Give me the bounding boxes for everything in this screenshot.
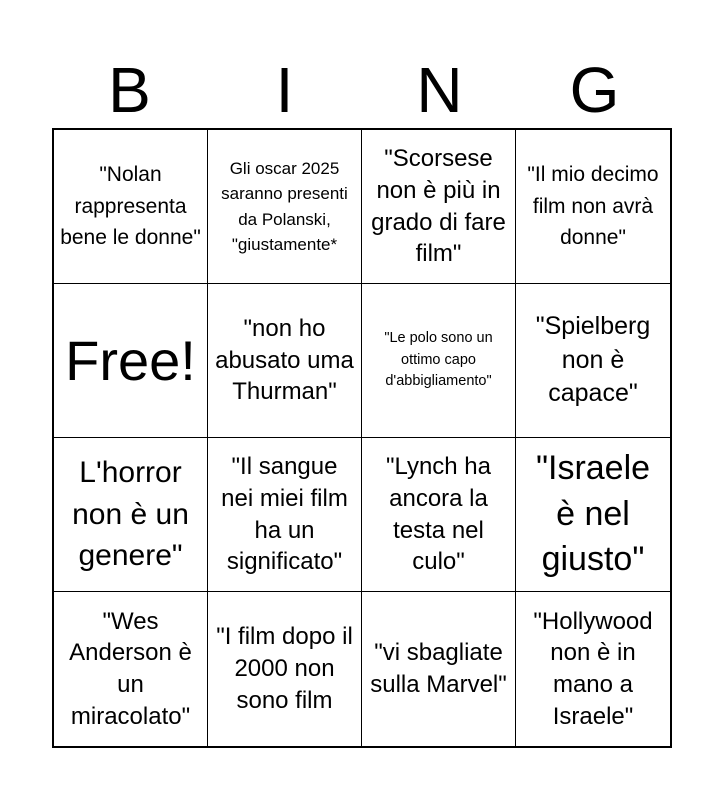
bingo-cell[interactable] xyxy=(362,438,516,592)
cell-text: "Israele è nel giusto" xyxy=(535,448,651,579)
bingo-header xyxy=(52,48,672,128)
cell-text: "vi sbagliate sulla Marvel" xyxy=(370,639,507,698)
bingo-cell[interactable] xyxy=(516,592,670,746)
bingo-cell[interactable] xyxy=(208,592,362,746)
bingo-cell[interactable] xyxy=(208,130,362,284)
cell-text: L'horror non è un genere" xyxy=(72,456,189,573)
cell-text: "non ho abusato uma Thurman" xyxy=(215,314,354,406)
cell-text: "Hollywood non è in mano a Israele" xyxy=(533,607,653,730)
header-letter-n: N xyxy=(416,54,463,126)
cell-text: "Il sangue nei miei film ha un significato" xyxy=(221,453,348,576)
header-letter-g: G xyxy=(569,54,620,126)
bingo-cell[interactable] xyxy=(54,438,208,592)
free-label: Free! xyxy=(65,328,196,392)
bingo-cell[interactable] xyxy=(54,130,208,284)
free-cell[interactable] xyxy=(54,284,208,438)
header-letter-i: I xyxy=(275,54,294,126)
cell-text: "I film dopo il 2000 non sono film xyxy=(216,623,353,714)
cell-text: "Wes Anderson è un miracolato" xyxy=(69,607,192,730)
cell-text: "Nolan rappresenta bene le donne" xyxy=(60,163,201,250)
cell-text: "Le polo sono un ottimo capo d'abbigliamento" xyxy=(384,329,493,390)
cell-text: "Scorsese non è più in grado di fare film" xyxy=(371,145,506,268)
bingo-cell[interactable] xyxy=(516,130,670,284)
bingo-cell[interactable] xyxy=(208,438,362,592)
bingo-cell[interactable] xyxy=(516,438,670,592)
cell-text: "Il mio decimo film non avrà donne" xyxy=(527,163,659,250)
bingo-cell[interactable] xyxy=(208,284,362,438)
bingo-cell[interactable] xyxy=(54,592,208,746)
bingo-cell[interactable] xyxy=(362,592,516,746)
bingo-cell[interactable] xyxy=(362,284,516,438)
bingo-cell[interactable] xyxy=(516,284,670,438)
bingo-cell[interactable] xyxy=(362,130,516,284)
header-letter-b: B xyxy=(108,54,151,126)
cell-text: Gli oscar 2025 saranno presenti da Polanski, "giustamente* xyxy=(221,158,348,254)
cell-text: "Lynch ha ancora la testa nel culo" xyxy=(385,453,492,576)
cell-text: "Spielberg non è capace" xyxy=(535,311,651,408)
bingo-board xyxy=(52,128,672,748)
